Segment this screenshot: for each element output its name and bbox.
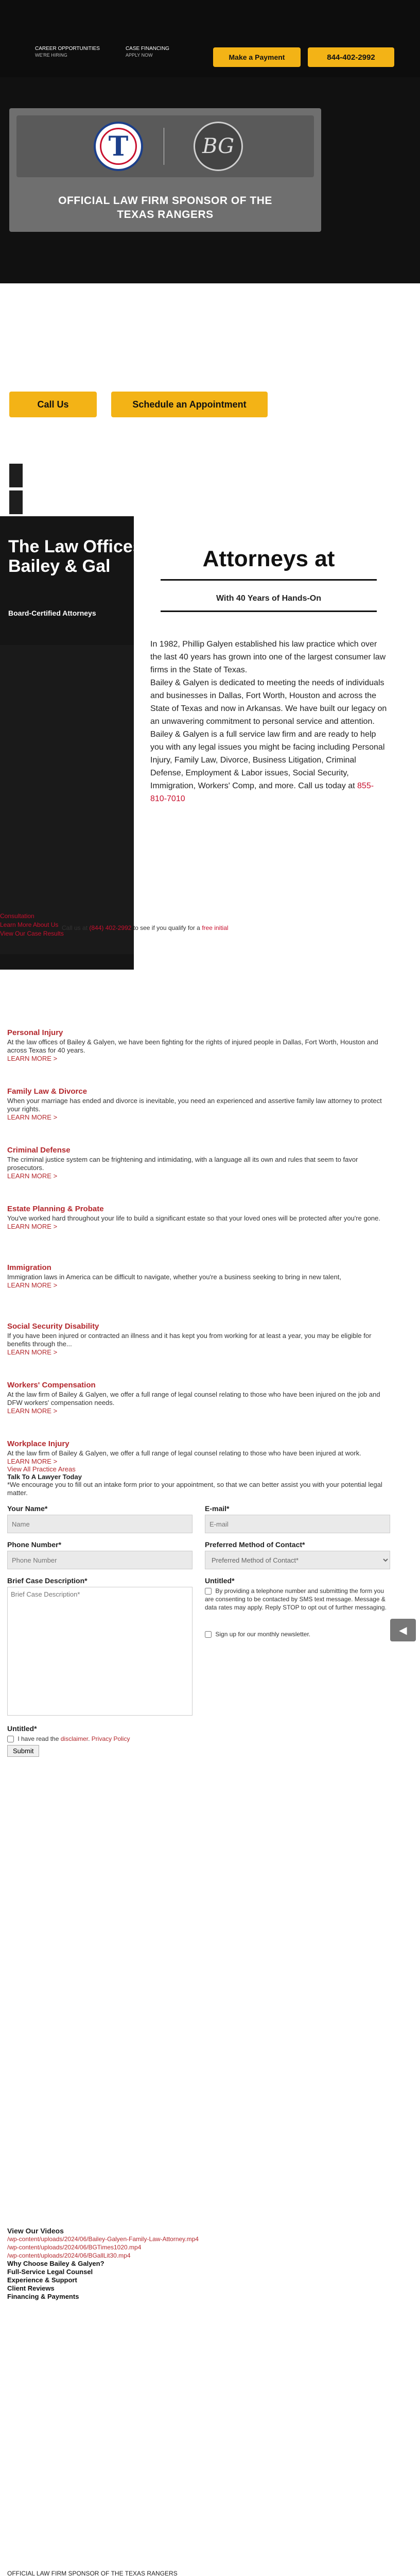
disclaimer-checkbox[interactable] bbox=[7, 1736, 14, 1742]
practice-text: At the law offices of Bailey & Galyen, we have been fighting for the rights of injured people in Dallas, Fort Worth, Houston and across Texas for 40 years. bbox=[7, 1038, 378, 1054]
attorneys-subheading: With 40 Years of Hands-On bbox=[216, 594, 322, 603]
practice-text: At the law firm of Bailey & Galyen, we offer a full range of legal counsel relating to those who have been injured at work. bbox=[7, 1449, 361, 1457]
cta-row bbox=[9, 392, 268, 417]
practice-title[interactable]: Social Security Disability bbox=[7, 1322, 99, 1331]
phone-input[interactable] bbox=[7, 1551, 192, 1569]
practice-immigration bbox=[7, 1263, 388, 1289]
rangers-ring bbox=[100, 128, 137, 165]
intro-text: Call us at bbox=[62, 924, 88, 931]
practice-estate-planning bbox=[7, 1205, 388, 1230]
sponsor-footer-line: OFFICIAL LAW FIRM SPONSOR OF THE TEXAS RANGERS bbox=[7, 2570, 178, 2576]
video-link[interactable]: /wp-content/uploads/2024/06/BGallLit30.mp4 bbox=[7, 2252, 131, 2259]
panel-title bbox=[8, 537, 143, 576]
form-row bbox=[7, 1504, 414, 1533]
texas-rangers-logo bbox=[94, 122, 143, 171]
practice-text: If you have been injured or contracted an illness and it has kept you from working for at least a year, you may be eligible for benefits through the... bbox=[7, 1332, 372, 1348]
schedule-appointment-button[interactable]: Schedule an Appointment bbox=[111, 392, 268, 417]
heading-rule bbox=[161, 579, 377, 581]
practice-workplace-injury bbox=[7, 1439, 388, 1497]
financing-link-sub: APPLY NOW bbox=[125, 53, 153, 58]
disclaimer-prefix: I have read the bbox=[18, 1735, 59, 1742]
phone-label: Phone Number* bbox=[7, 1540, 62, 1549]
panel-title-line-1: The Law Offices bbox=[8, 537, 143, 556]
practice-text: You've worked hard throughout your life to build a significant estate so that your loved ones will be protected after you're gone. bbox=[7, 1214, 380, 1222]
panel-subtitle: Board-Certified Attorneys bbox=[8, 609, 96, 617]
contact-method-select[interactable] bbox=[205, 1551, 390, 1569]
learn-more-link[interactable]: LEARN MORE > bbox=[7, 1407, 58, 1415]
video-link[interactable]: /wp-content/uploads/2024/06/Bailey-Galyen-Family-Law-Attorney.mp4 bbox=[7, 2235, 199, 2243]
video-link[interactable]: /wp-content/uploads/2024/06/BGTimes1020.mp4 bbox=[7, 2244, 142, 2251]
learn-more-link[interactable]: LEARN MORE > bbox=[7, 1113, 58, 1121]
practice-workers-comp bbox=[7, 1381, 388, 1415]
practice-title[interactable]: Workers' Compensation bbox=[7, 1381, 96, 1389]
videos-section bbox=[7, 2227, 409, 2301]
privacy-policy-link[interactable]: Privacy Policy bbox=[91, 1735, 130, 1742]
untitled-label-2: Untitled* bbox=[7, 1724, 37, 1733]
phone-button[interactable]: 844-402-2992 bbox=[308, 47, 394, 67]
learn-more-link[interactable]: LEARN MORE > bbox=[7, 1172, 58, 1180]
financing-link-label: CASE FINANCING bbox=[125, 46, 169, 52]
practice-title[interactable]: Personal Injury bbox=[7, 1028, 63, 1037]
practice-title[interactable]: Criminal Defense bbox=[7, 1146, 71, 1155]
untitled-label: Untitled* bbox=[205, 1577, 235, 1585]
view-all-practice-areas-link[interactable]: View All Practice Areas bbox=[7, 1465, 76, 1473]
top-links bbox=[35, 45, 169, 59]
learn-more-about-us-link[interactable]: Learn More About Us bbox=[0, 921, 59, 928]
sms-consent-text: By providing a telephone number and submitting the form you are consenting to be contacted by SMS text message. Message & data rates may apply. Reply STOP to opt out of further messaging. bbox=[205, 1587, 387, 1611]
submit-button[interactable]: Submit bbox=[7, 1745, 39, 1757]
newsletter-consent bbox=[205, 1630, 390, 1638]
attorneys-panel bbox=[0, 516, 143, 970]
email-label: E-mail* bbox=[205, 1504, 230, 1513]
practice-title[interactable]: Estate Planning & Probate bbox=[7, 1205, 104, 1213]
panel-image bbox=[0, 645, 134, 954]
contact-method-field bbox=[205, 1540, 390, 1569]
sms-consent-field bbox=[205, 1577, 390, 1717]
intro-phone-link[interactable]: (844) 402-2992 bbox=[89, 924, 132, 931]
sponsor-title: OFFICIAL LAW FIRM SPONSOR OF THE TEXAS RANGERS bbox=[58, 195, 272, 221]
practice-family-law bbox=[7, 1087, 388, 1121]
disclaimer-consent: I have read the disclaimer. Privacy Policy bbox=[7, 1735, 192, 1743]
practice-title[interactable]: Workplace Injury bbox=[7, 1439, 69, 1448]
description-label: Brief Case Description* bbox=[7, 1577, 87, 1585]
attorneys-body-1: In 1982, Phillip Galyen established his law practice which over the last 40 years has grown into one of the largest consumer law firms in the State of Texas. bbox=[150, 640, 386, 674]
sponsor-card bbox=[9, 108, 321, 232]
consultation-link[interactable]: Consultation bbox=[0, 912, 34, 920]
learn-more-link[interactable]: LEARN MORE > bbox=[7, 1281, 58, 1289]
learn-more-link[interactable]: LEARN MORE > bbox=[7, 1458, 58, 1465]
learn-more-link[interactable]: LEARN MORE > bbox=[7, 1055, 58, 1062]
nav-why-choose[interactable]: Why Choose Bailey & Galyen? bbox=[7, 2260, 104, 2267]
learn-more-link[interactable]: LEARN MORE > bbox=[7, 1223, 58, 1230]
form-row bbox=[7, 1540, 414, 1569]
name-field bbox=[7, 1504, 192, 1533]
name-label: Your Name* bbox=[7, 1504, 48, 1513]
practice-text: Immigration laws in America can be difficult to navigate, whether you're a business seeking to bring in new talent, bbox=[7, 1273, 341, 1281]
contact-form bbox=[7, 1504, 414, 1757]
attorneys-body-3-text: Bailey & Galyen is a full service law firm and are ready to help you with any legal issues you might be facing including Personal Injury, Family Law, Divorce, Business Litigation, Criminal Defense, Employment & Labor issues, Social Security, Immigration, Workers' Comp, and more. Call us today at bbox=[150, 730, 385, 790]
career-link-sub: WE'RE HIRING bbox=[35, 53, 67, 58]
contact-method-label: Preferred Method of Contact* bbox=[205, 1540, 305, 1549]
form-row bbox=[7, 1577, 414, 1717]
practice-criminal-defense bbox=[7, 1146, 388, 1180]
nav-full-service[interactable]: Full-Service Legal Counsel bbox=[7, 2268, 93, 2276]
financing-link[interactable] bbox=[126, 45, 169, 59]
nav-experience[interactable]: Experience & Support bbox=[7, 2276, 77, 2284]
subheading-rule bbox=[161, 611, 377, 612]
practice-text: When your marriage has ended and divorce is inevitable, you need an experienced and assertive family law attorney to protect your rights. bbox=[7, 1097, 382, 1113]
case-results-link[interactable]: View Our Case Results bbox=[0, 930, 64, 937]
phone-field bbox=[7, 1540, 192, 1569]
career-link-label: CAREER OPPORTUNITIES bbox=[35, 46, 100, 52]
attorneys-content bbox=[150, 546, 387, 805]
sms-consent-checkbox[interactable] bbox=[205, 1588, 212, 1595]
attorneys-body-3 bbox=[150, 728, 387, 805]
talk-heading: Talk To A Lawyer Today bbox=[7, 1473, 82, 1481]
description-textarea[interactable] bbox=[7, 1587, 192, 1716]
email-input[interactable] bbox=[205, 1515, 390, 1533]
panel-title-line-2: Bailey & Gal bbox=[8, 556, 111, 576]
call-us-button[interactable]: Call Us bbox=[9, 392, 97, 417]
description-field bbox=[7, 1577, 192, 1717]
videos-heading: View Our Videos bbox=[7, 2227, 64, 2235]
sponsor-footer bbox=[7, 2570, 178, 2576]
career-link[interactable] bbox=[35, 45, 100, 59]
disclaimer-link[interactable]: disclaimer bbox=[60, 1735, 89, 1742]
top-bar bbox=[0, 0, 420, 77]
disclaimer-field bbox=[7, 1724, 192, 1743]
slider-next-button[interactable] bbox=[9, 490, 23, 514]
free-initial-link[interactable]: free initial bbox=[202, 924, 229, 931]
email-field bbox=[205, 1504, 390, 1533]
body-phone-link[interactable]: 855-810-7010 bbox=[150, 782, 374, 803]
newsletter-checkbox[interactable] bbox=[205, 1631, 212, 1638]
learn-more-link[interactable]: LEARN MORE > bbox=[7, 1348, 58, 1356]
intake-lead: *We encourage you to fill out an intake form prior to your appointment, so that we can better assist you with your potential legal matter. bbox=[7, 1481, 382, 1497]
nav-financing[interactable]: Financing & Payments bbox=[7, 2293, 79, 2300]
sms-consent bbox=[205, 1587, 390, 1612]
practice-text: The criminal justice system can be frightening and intimidating, with a language all its own and rules that seem to favor prosecutors. bbox=[7, 1156, 358, 1172]
practice-title[interactable]: Immigration bbox=[7, 1263, 51, 1272]
nav-reviews[interactable]: Client Reviews bbox=[7, 2284, 55, 2292]
attorneys-body bbox=[150, 638, 387, 805]
bailey-galyen-logo bbox=[194, 122, 243, 171]
bg-logo-text: BG bbox=[202, 134, 235, 158]
practice-title[interactable]: Family Law & Divorce bbox=[7, 1087, 87, 1096]
attorneys-heading: Attorneys at bbox=[202, 546, 335, 571]
practice-text: At the law firm of Bailey & Galyen, we offer a full range of legal counsel relating to those who have been injured on the job and DFW workers' compensation needs. bbox=[7, 1391, 380, 1406]
practice-social-security bbox=[7, 1322, 388, 1356]
slider-prev-button[interactable] bbox=[9, 464, 23, 487]
name-input[interactable] bbox=[7, 1515, 192, 1533]
intro-tail: to see if you qualify for a bbox=[133, 924, 200, 931]
rangers-letter: T bbox=[108, 130, 129, 162]
make-payment-button[interactable]: Make a Payment bbox=[213, 47, 301, 67]
hero bbox=[0, 77, 420, 283]
attorneys-body-2: Bailey & Galyen is dedicated to meeting the needs of individuals and businesses in Dallas, Fort Worth, Houston and across the State of Texas and now in Arkansas. We have built our legacy on an unwavering commitment to personal service and attention. bbox=[150, 679, 387, 726]
newsletter-consent-text: Sign up for our monthly newsletter. bbox=[215, 1631, 311, 1638]
practice-personal-injury bbox=[7, 1028, 388, 1062]
intro-call-line bbox=[62, 924, 401, 931]
sponsor-logos bbox=[16, 115, 314, 177]
collapse-tab[interactable]: ◀ bbox=[390, 1619, 416, 1641]
